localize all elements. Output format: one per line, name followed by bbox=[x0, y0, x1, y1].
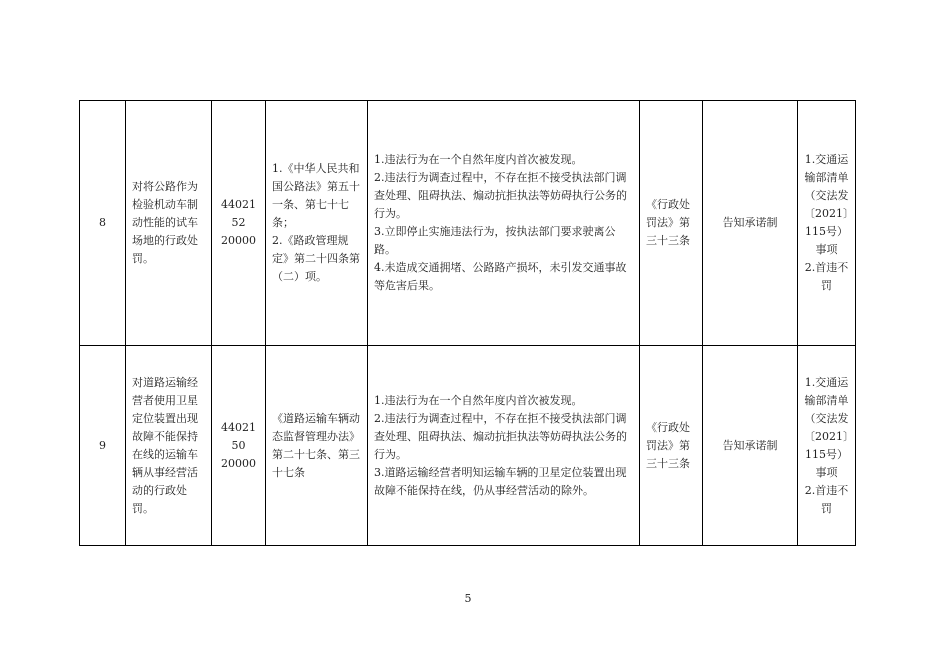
legal-basis-cell bbox=[266, 101, 368, 346]
code-line: 20000 bbox=[221, 456, 256, 470]
table-row bbox=[80, 346, 856, 546]
row-number-cell: 8 bbox=[80, 101, 126, 346]
note-line: 2.首违不 bbox=[804, 261, 849, 274]
law-line: 《道路运输车辆动态监督管理办法》第二十七条、第三十七条 bbox=[272, 411, 360, 479]
note-cell bbox=[798, 101, 856, 346]
condition-line: 2.违法行为调查过程中，不存在拒不接受执法部门调查处理、阻碍执法、煽动抗拒执法等妨碍执法公务的行为。 bbox=[374, 411, 627, 461]
condition-line: 3.立即停止实施违法行为，按执法部门要求驶离公路。 bbox=[374, 225, 616, 256]
row-number-cell: 9 bbox=[80, 346, 126, 546]
mechanism-cell: 告知承诺制 bbox=[703, 346, 798, 546]
note-line: 115号） bbox=[805, 225, 848, 238]
mechanism-cell: 告知承诺制 bbox=[703, 101, 798, 346]
note-line: 罚 bbox=[821, 501, 832, 515]
note-line: （交法发 bbox=[804, 411, 849, 425]
law-line: 2.《路政管理规定》第二十四条第（二）项。 bbox=[272, 234, 360, 283]
conditions-cell bbox=[368, 346, 640, 546]
note-cell bbox=[798, 346, 856, 546]
code-line: 4402152 bbox=[221, 198, 256, 229]
legal-basis-cell bbox=[266, 346, 368, 546]
condition-line: 1.违法行为在一个自然年度内首次被发现。 bbox=[374, 153, 583, 166]
code-line: 4402150 bbox=[221, 420, 256, 452]
condition-line: 4.未造成交通拥堵、公路路产损坏，未引发交通事故等危害后果。 bbox=[374, 261, 627, 292]
note-line: 〔2021〕 bbox=[804, 429, 854, 443]
condition-line: 3.道路运输经营者明知运输车辆的卫星定位装置出现故障不能保持在线，仍从事经营活动的除外。 bbox=[374, 465, 627, 497]
note-line: 115号） bbox=[805, 447, 848, 461]
table-row bbox=[80, 101, 856, 346]
note-line: 2.首违不 bbox=[804, 483, 849, 497]
note-line: 1.交通运输部清单 bbox=[804, 375, 849, 407]
table-body bbox=[80, 101, 856, 546]
penalty-basis-cell: 《行政处罚法》第三十三条 bbox=[640, 346, 703, 546]
note-line: 事项 bbox=[815, 243, 838, 256]
item-code-cell bbox=[212, 101, 266, 346]
condition-line: 1.违法行为在一个自然年度内首次被发现。 bbox=[374, 393, 583, 407]
note-line: 罚 bbox=[821, 279, 832, 292]
regulation-table bbox=[79, 100, 856, 546]
item-name-cell: 对将公路作为检验机动车制动性能的试车场地的行政处罚。 bbox=[126, 101, 212, 346]
note-line: 1.交通运输部清单 bbox=[804, 153, 849, 184]
conditions-cell bbox=[368, 101, 640, 346]
item-name-cell: 对道路运输经营者使用卫星定位装置出现故障不能保持在线的运输车辆从事经营活动的行政处罚。 bbox=[126, 346, 212, 546]
law-line: 1.《中华人民共和国公路法》第五十一条、第七十七条； bbox=[272, 162, 360, 229]
condition-line: 2.违法行为调查过程中，不存在拒不接受执法部门调查处理、阻碍执法、煽动抗拒执法等妨碍执行公务的行为。 bbox=[374, 171, 627, 220]
code-line: 20000 bbox=[221, 234, 256, 247]
note-line: 〔2021〕 bbox=[804, 207, 854, 220]
penalty-basis-cell: 《行政处罚法》第三十三条 bbox=[640, 101, 703, 346]
note-line: （交法发 bbox=[804, 189, 849, 202]
note-line: 事项 bbox=[815, 465, 838, 479]
page-number: 5 bbox=[464, 592, 472, 605]
item-code-cell bbox=[212, 346, 266, 546]
